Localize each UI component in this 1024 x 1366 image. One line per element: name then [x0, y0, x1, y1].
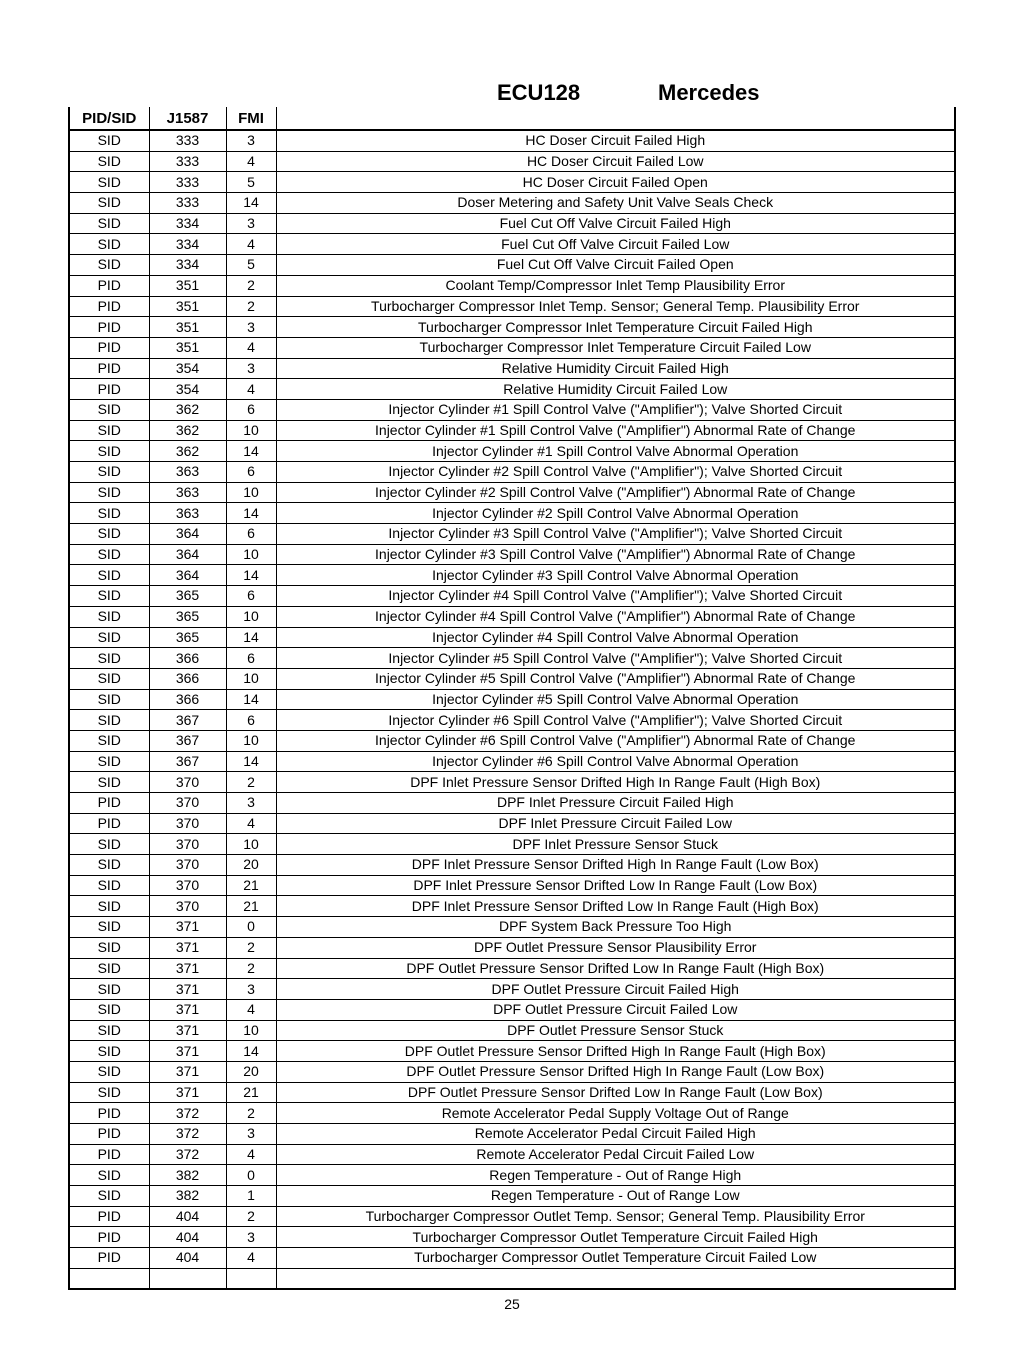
- empty-table-row: [69, 1268, 955, 1289]
- table-row: [69, 151, 955, 172]
- table-row: [69, 213, 955, 234]
- j1587-cell: 404: [149, 1227, 226, 1248]
- pid-sid-cell: PID: [69, 379, 149, 400]
- column-header-pid-sid: PID/SID: [69, 107, 149, 130]
- description-cell: DPF Inlet Pressure Sensor Drifted Low In Range Fault (High Box): [276, 896, 955, 917]
- fmi-cell: 4: [226, 379, 276, 400]
- table-row: [69, 420, 955, 441]
- j1587-cell: 363: [149, 503, 226, 524]
- description-cell: Fuel Cut Off Valve Circuit Failed Open: [276, 255, 955, 276]
- pid-sid-cell: PID: [69, 275, 149, 296]
- fmi-cell: 14: [226, 193, 276, 214]
- table-row: [69, 710, 955, 731]
- pid-sid-cell: SID: [69, 399, 149, 420]
- description-cell: Relative Humidity Circuit Failed Low: [276, 379, 955, 400]
- table-row: [69, 793, 955, 814]
- fmi-cell: 3: [226, 793, 276, 814]
- table-row: [69, 813, 955, 834]
- table-row: [69, 751, 955, 772]
- table-row: [69, 627, 955, 648]
- description-cell: Injector Cylinder #4 Spill Control Valve ("Amplifier"); Valve Shorted Circuit: [276, 586, 955, 607]
- pid-sid-cell: PID: [69, 296, 149, 317]
- pid-sid-cell: SID: [69, 834, 149, 855]
- pid-sid-cell: SID: [69, 586, 149, 607]
- j1587-cell: 333: [149, 172, 226, 193]
- j1587-cell: 404: [149, 1206, 226, 1227]
- description-cell: HC Doser Circuit Failed Low: [276, 151, 955, 172]
- pid-sid-cell: SID: [69, 1041, 149, 1062]
- j1587-cell: 364: [149, 544, 226, 565]
- pid-sid-cell: PID: [69, 337, 149, 358]
- description-cell: Injector Cylinder #5 Spill Control Valve ("Amplifier") Abnormal Rate of Change: [276, 668, 955, 689]
- description-cell: Turbocharger Compressor Inlet Temp. Sensor; General Temp. Plausibility Error: [276, 296, 955, 317]
- fmi-cell: 2: [226, 296, 276, 317]
- fmi-cell: 0: [226, 917, 276, 938]
- description-cell: DPF Outlet Pressure Sensor Stuck: [276, 1020, 955, 1041]
- fmi-cell: 4: [226, 1248, 276, 1269]
- description-cell: Injector Cylinder #6 Spill Control Valve ("Amplifier"); Valve Shorted Circuit: [276, 710, 955, 731]
- pid-sid-cell: PID: [69, 1144, 149, 1165]
- pid-sid-cell: PID: [69, 1248, 149, 1269]
- description-cell: DPF Inlet Pressure Sensor Drifted High In Range Fault (High Box): [276, 772, 955, 793]
- fault-code-table: [68, 107, 956, 1290]
- table-row: [69, 234, 955, 255]
- fmi-cell: 6: [226, 710, 276, 731]
- description-cell: Turbocharger Compressor Outlet Temperature Circuit Failed Low: [276, 1248, 955, 1269]
- j1587-cell: 365: [149, 586, 226, 607]
- fmi-cell: 6: [226, 462, 276, 483]
- table-row: [69, 1103, 955, 1124]
- table-row: [69, 1144, 955, 1165]
- table-row: [69, 979, 955, 1000]
- pid-sid-cell: SID: [69, 441, 149, 462]
- table-row: [69, 1227, 955, 1248]
- pid-sid-cell: SID: [69, 1186, 149, 1207]
- description-cell: Turbocharger Compressor Outlet Temp. Sensor; General Temp. Plausibility Error: [276, 1206, 955, 1227]
- description-cell: Turbocharger Compressor Inlet Temperature Circuit Failed Low: [276, 337, 955, 358]
- pid-sid-cell: SID: [69, 668, 149, 689]
- j1587-cell: 333: [149, 193, 226, 214]
- pid-sid-cell: SID: [69, 710, 149, 731]
- description-cell: Fuel Cut Off Valve Circuit Failed High: [276, 213, 955, 234]
- table-row: [69, 379, 955, 400]
- table-row: [69, 172, 955, 193]
- description-cell: Fuel Cut Off Valve Circuit Failed Low: [276, 234, 955, 255]
- j1587-cell: 366: [149, 689, 226, 710]
- description-cell: Relative Humidity Circuit Failed High: [276, 358, 955, 379]
- j1587-cell: 404: [149, 1248, 226, 1269]
- j1587-cell: 351: [149, 337, 226, 358]
- description-cell: Remote Accelerator Pedal Circuit Failed Low: [276, 1144, 955, 1165]
- description-cell: Regen Temperature - Out of Range Low: [276, 1186, 955, 1207]
- table-row: [69, 958, 955, 979]
- table-row: [69, 648, 955, 669]
- fmi-cell: 6: [226, 586, 276, 607]
- ecu-title: ECU128: [497, 80, 581, 105]
- j1587-cell: 372: [149, 1124, 226, 1145]
- fmi-cell: 4: [226, 234, 276, 255]
- table-body: [69, 130, 955, 1289]
- pid-sid-cell: SID: [69, 172, 149, 193]
- j1587-cell: 370: [149, 772, 226, 793]
- pid-sid-cell: PID: [69, 793, 149, 814]
- pid-sid-cell: SID: [69, 482, 149, 503]
- j1587-cell: 334: [149, 213, 226, 234]
- description-cell: Injector Cylinder #1 Spill Control Valve ("Amplifier"); Valve Shorted Circuit: [276, 399, 955, 420]
- description-cell: Injector Cylinder #4 Spill Control Valve ("Amplifier") Abnormal Rate of Change: [276, 606, 955, 627]
- table-row: [69, 917, 955, 938]
- description-cell: HC Doser Circuit Failed Open: [276, 172, 955, 193]
- description-cell: Doser Metering and Safety Unit Valve Seals Check: [276, 193, 955, 214]
- table-row: [69, 875, 955, 896]
- table-row: [69, 317, 955, 338]
- table-row: [69, 544, 955, 565]
- table-row: [69, 772, 955, 793]
- j1587-cell: 370: [149, 855, 226, 876]
- j1587-cell: 365: [149, 627, 226, 648]
- table-row: [69, 1165, 955, 1186]
- table-row: [69, 1020, 955, 1041]
- j1587-cell: 370: [149, 875, 226, 896]
- empty-cell: [276, 1268, 955, 1289]
- fmi-cell: 14: [226, 565, 276, 586]
- fmi-cell: 10: [226, 730, 276, 751]
- table-row: [69, 586, 955, 607]
- j1587-cell: 382: [149, 1186, 226, 1207]
- description-cell: DPF Inlet Pressure Circuit Failed High: [276, 793, 955, 814]
- table-row: [69, 1082, 955, 1103]
- pid-sid-cell: SID: [69, 917, 149, 938]
- j1587-cell: 354: [149, 358, 226, 379]
- fmi-cell: 2: [226, 1103, 276, 1124]
- pid-sid-cell: SID: [69, 234, 149, 255]
- fmi-cell: 4: [226, 1144, 276, 1165]
- j1587-cell: 371: [149, 979, 226, 1000]
- fmi-cell: 20: [226, 855, 276, 876]
- j1587-cell: 351: [149, 296, 226, 317]
- pid-sid-cell: PID: [69, 317, 149, 338]
- pid-sid-cell: SID: [69, 544, 149, 565]
- table-row: [69, 1061, 955, 1082]
- fmi-cell: 3: [226, 1124, 276, 1145]
- fmi-cell: 6: [226, 399, 276, 420]
- empty-cell: [226, 1268, 276, 1289]
- table-row: [69, 503, 955, 524]
- fmi-cell: 10: [226, 482, 276, 503]
- fmi-cell: 6: [226, 648, 276, 669]
- description-cell: Injector Cylinder #3 Spill Control Valve ("Amplifier") Abnormal Rate of Change: [276, 544, 955, 565]
- pid-sid-cell: SID: [69, 524, 149, 545]
- fmi-cell: 10: [226, 606, 276, 627]
- description-cell: Injector Cylinder #6 Spill Control Valve ("Amplifier") Abnormal Rate of Change: [276, 730, 955, 751]
- description-cell: DPF Outlet Pressure Sensor Drifted Low In Range Fault (Low Box): [276, 1082, 955, 1103]
- j1587-cell: 372: [149, 1144, 226, 1165]
- table-row: [69, 689, 955, 710]
- j1587-cell: 382: [149, 1165, 226, 1186]
- fmi-cell: 10: [226, 1020, 276, 1041]
- description-cell: Turbocharger Compressor Inlet Temperature Circuit Failed High: [276, 317, 955, 338]
- pid-sid-cell: SID: [69, 1165, 149, 1186]
- description-cell: DPF Outlet Pressure Circuit Failed Low: [276, 999, 955, 1020]
- table-row: [69, 606, 955, 627]
- j1587-cell: 371: [149, 1082, 226, 1103]
- pid-sid-cell: SID: [69, 999, 149, 1020]
- description-cell: DPF Inlet Pressure Sensor Drifted High In Range Fault (Low Box): [276, 855, 955, 876]
- fmi-cell: 2: [226, 1206, 276, 1227]
- page-number: 25: [504, 1296, 520, 1312]
- j1587-cell: 333: [149, 151, 226, 172]
- fmi-cell: 10: [226, 834, 276, 855]
- pid-sid-cell: SID: [69, 193, 149, 214]
- j1587-cell: 363: [149, 462, 226, 483]
- pid-sid-cell: SID: [69, 751, 149, 772]
- table-row: [69, 399, 955, 420]
- table-row: [69, 482, 955, 503]
- description-cell: Injector Cylinder #1 Spill Control Valve ("Amplifier") Abnormal Rate of Change: [276, 420, 955, 441]
- fmi-cell: 0: [226, 1165, 276, 1186]
- description-cell: DPF Inlet Pressure Circuit Failed Low: [276, 813, 955, 834]
- fmi-cell: 1: [226, 1186, 276, 1207]
- fmi-cell: 5: [226, 172, 276, 193]
- j1587-cell: 333: [149, 130, 226, 151]
- j1587-cell: 367: [149, 751, 226, 772]
- j1587-cell: 363: [149, 482, 226, 503]
- table-row: [69, 1248, 955, 1269]
- pid-sid-cell: SID: [69, 1061, 149, 1082]
- description-cell: DPF Outlet Pressure Sensor Drifted High In Range Fault (High Box): [276, 1041, 955, 1062]
- description-cell: Remote Accelerator Pedal Circuit Failed High: [276, 1124, 955, 1145]
- j1587-cell: 371: [149, 958, 226, 979]
- description-cell: DPF Outlet Pressure Circuit Failed High: [276, 979, 955, 1000]
- table-row: [69, 524, 955, 545]
- description-cell: Injector Cylinder #2 Spill Control Valve Abnormal Operation: [276, 503, 955, 524]
- pid-sid-cell: SID: [69, 255, 149, 276]
- pid-sid-cell: SID: [69, 772, 149, 793]
- fmi-cell: 4: [226, 813, 276, 834]
- column-header-j1587: J1587: [149, 107, 226, 130]
- fmi-cell: 3: [226, 317, 276, 338]
- j1587-cell: 371: [149, 917, 226, 938]
- table-header-row: [69, 107, 955, 130]
- pid-sid-cell: SID: [69, 937, 149, 958]
- table-row: [69, 999, 955, 1020]
- page-header: [0, 80, 1024, 108]
- fmi-cell: 3: [226, 130, 276, 151]
- table-row: [69, 462, 955, 483]
- fmi-cell: 14: [226, 441, 276, 462]
- table-row: [69, 1186, 955, 1207]
- fmi-cell: 14: [226, 751, 276, 772]
- j1587-cell: 367: [149, 710, 226, 731]
- j1587-cell: 334: [149, 234, 226, 255]
- j1587-cell: 371: [149, 937, 226, 958]
- j1587-cell: 362: [149, 420, 226, 441]
- pid-sid-cell: SID: [69, 606, 149, 627]
- pid-sid-cell: PID: [69, 1124, 149, 1145]
- pid-sid-cell: SID: [69, 648, 149, 669]
- j1587-cell: 354: [149, 379, 226, 400]
- table-row: [69, 358, 955, 379]
- j1587-cell: 370: [149, 896, 226, 917]
- j1587-cell: 371: [149, 999, 226, 1020]
- description-cell: DPF Outlet Pressure Sensor Drifted Low In Range Fault (High Box): [276, 958, 955, 979]
- pid-sid-cell: SID: [69, 627, 149, 648]
- fmi-cell: 3: [226, 979, 276, 1000]
- fmi-cell: 2: [226, 937, 276, 958]
- fmi-cell: 2: [226, 958, 276, 979]
- description-cell: DPF Outlet Pressure Sensor Plausibility Error: [276, 937, 955, 958]
- description-cell: Injector Cylinder #1 Spill Control Valve Abnormal Operation: [276, 441, 955, 462]
- pid-sid-cell: SID: [69, 855, 149, 876]
- pid-sid-cell: PID: [69, 1206, 149, 1227]
- table-row: [69, 937, 955, 958]
- description-cell: Remote Accelerator Pedal Supply Voltage Out of Range: [276, 1103, 955, 1124]
- table-row: [69, 896, 955, 917]
- fmi-cell: 4: [226, 337, 276, 358]
- j1587-cell: 364: [149, 565, 226, 586]
- fmi-cell: 3: [226, 1227, 276, 1248]
- fmi-cell: 2: [226, 772, 276, 793]
- j1587-cell: 370: [149, 834, 226, 855]
- j1587-cell: 371: [149, 1020, 226, 1041]
- j1587-cell: 370: [149, 813, 226, 834]
- fmi-cell: 10: [226, 420, 276, 441]
- table-row: [69, 296, 955, 317]
- pid-sid-cell: SID: [69, 130, 149, 151]
- fmi-cell: 10: [226, 668, 276, 689]
- pid-sid-cell: SID: [69, 420, 149, 441]
- fmi-cell: 3: [226, 213, 276, 234]
- pid-sid-cell: SID: [69, 1082, 149, 1103]
- fmi-cell: 21: [226, 896, 276, 917]
- j1587-cell: 371: [149, 1061, 226, 1082]
- description-cell: Injector Cylinder #6 Spill Control Valve Abnormal Operation: [276, 751, 955, 772]
- pid-sid-cell: SID: [69, 979, 149, 1000]
- table-row: [69, 337, 955, 358]
- j1587-cell: 372: [149, 1103, 226, 1124]
- fmi-cell: 5: [226, 255, 276, 276]
- description-cell: DPF System Back Pressure Too High: [276, 917, 955, 938]
- description-cell: DPF Outlet Pressure Sensor Drifted High In Range Fault (Low Box): [276, 1061, 955, 1082]
- table-row: [69, 730, 955, 751]
- table-row: [69, 275, 955, 296]
- fmi-cell: 14: [226, 689, 276, 710]
- fmi-cell: 2: [226, 275, 276, 296]
- pid-sid-cell: SID: [69, 151, 149, 172]
- pid-sid-cell: SID: [69, 565, 149, 586]
- j1587-cell: 366: [149, 668, 226, 689]
- fmi-cell: 10: [226, 544, 276, 565]
- table-row: [69, 255, 955, 276]
- fmi-cell: 4: [226, 151, 276, 172]
- description-cell: Coolant Temp/Compressor Inlet Temp Plausibility Error: [276, 275, 955, 296]
- j1587-cell: 334: [149, 255, 226, 276]
- j1587-cell: 351: [149, 317, 226, 338]
- description-cell: Injector Cylinder #2 Spill Control Valve ("Amplifier") Abnormal Rate of Change: [276, 482, 955, 503]
- j1587-cell: 364: [149, 524, 226, 545]
- fmi-cell: 21: [226, 1082, 276, 1103]
- pid-sid-cell: SID: [69, 730, 149, 751]
- description-cell: DPF Inlet Pressure Sensor Stuck: [276, 834, 955, 855]
- fmi-cell: 20: [226, 1061, 276, 1082]
- column-header-description: [276, 107, 955, 130]
- pid-sid-cell: SID: [69, 462, 149, 483]
- pid-sid-cell: SID: [69, 1020, 149, 1041]
- table-row: [69, 1041, 955, 1062]
- pid-sid-cell: PID: [69, 358, 149, 379]
- table-row: [69, 834, 955, 855]
- table-row: [69, 441, 955, 462]
- j1587-cell: 371: [149, 1041, 226, 1062]
- make-title: Mercedes: [658, 80, 760, 105]
- empty-cell: [69, 1268, 149, 1289]
- fmi-cell: 14: [226, 627, 276, 648]
- table-row: [69, 1206, 955, 1227]
- fmi-cell: 4: [226, 999, 276, 1020]
- pid-sid-cell: PID: [69, 813, 149, 834]
- description-cell: Injector Cylinder #2 Spill Control Valve ("Amplifier"); Valve Shorted Circuit: [276, 462, 955, 483]
- table-row: [69, 130, 955, 151]
- table-row: [69, 1124, 955, 1145]
- pid-sid-cell: PID: [69, 1227, 149, 1248]
- table-row: [69, 565, 955, 586]
- description-cell: Regen Temperature - Out of Range High: [276, 1165, 955, 1186]
- fmi-cell: 21: [226, 875, 276, 896]
- pid-sid-cell: SID: [69, 958, 149, 979]
- description-cell: Turbocharger Compressor Outlet Temperature Circuit Failed High: [276, 1227, 955, 1248]
- pid-sid-cell: SID: [69, 213, 149, 234]
- j1587-cell: 362: [149, 399, 226, 420]
- fmi-cell: 14: [226, 1041, 276, 1062]
- description-cell: DPF Inlet Pressure Sensor Drifted Low In Range Fault (Low Box): [276, 875, 955, 896]
- fmi-cell: 14: [226, 503, 276, 524]
- j1587-cell: 365: [149, 606, 226, 627]
- description-cell: Injector Cylinder #4 Spill Control Valve Abnormal Operation: [276, 627, 955, 648]
- description-cell: HC Doser Circuit Failed High: [276, 130, 955, 151]
- description-cell: Injector Cylinder #3 Spill Control Valve Abnormal Operation: [276, 565, 955, 586]
- empty-cell: [149, 1268, 226, 1289]
- j1587-cell: 351: [149, 275, 226, 296]
- fmi-cell: 6: [226, 524, 276, 545]
- j1587-cell: 366: [149, 648, 226, 669]
- pid-sid-cell: SID: [69, 896, 149, 917]
- pid-sid-cell: SID: [69, 689, 149, 710]
- column-header-fmi: FMI: [226, 107, 276, 130]
- j1587-cell: 367: [149, 730, 226, 751]
- table-row: [69, 855, 955, 876]
- j1587-cell: 370: [149, 793, 226, 814]
- pid-sid-cell: PID: [69, 1103, 149, 1124]
- description-cell: Injector Cylinder #5 Spill Control Valve ("Amplifier"); Valve Shorted Circuit: [276, 648, 955, 669]
- fmi-cell: 3: [226, 358, 276, 379]
- description-cell: Injector Cylinder #5 Spill Control Valve Abnormal Operation: [276, 689, 955, 710]
- pid-sid-cell: SID: [69, 503, 149, 524]
- j1587-cell: 362: [149, 441, 226, 462]
- table-row: [69, 193, 955, 214]
- table-row: [69, 668, 955, 689]
- description-cell: Injector Cylinder #3 Spill Control Valve ("Amplifier"); Valve Shorted Circuit: [276, 524, 955, 545]
- pid-sid-cell: SID: [69, 875, 149, 896]
